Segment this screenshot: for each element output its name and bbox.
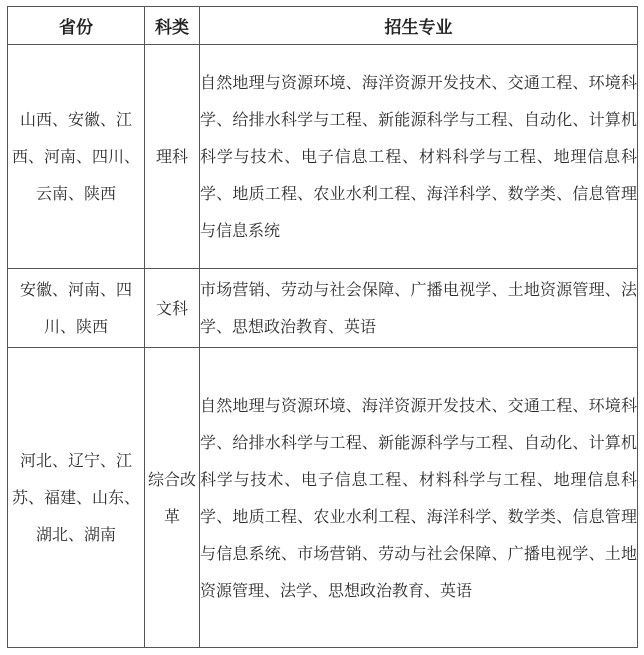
provinces-text: 河北、辽宁、江苏、福建、山东、湖北、湖南 <box>11 451 140 544</box>
category-text: 理科 <box>155 147 188 166</box>
majors-cell <box>200 45 638 269</box>
header-majors: 招生专业 <box>200 7 638 45</box>
category-text: 文科 <box>155 298 188 318</box>
table-row-science <box>8 45 638 269</box>
majors-text: 自然地理与资源环境、海洋资源开发技术、交通工程、环境科学、给排水科学与工程、新能源科学与工程、自动化、计算机科学与技术、电子信息工程、材料科学与工程、地理信息科学、地质工程、农业水利工程、海洋科学、数学类、信息管理与信息系统 <box>200 73 637 240</box>
majors-cell <box>200 269 638 348</box>
table-header-row <box>8 7 638 45</box>
majors-text: 自然地理与资源环境、海洋资源开发技术、交通工程、环境科学、给排水科学与工程、新能源科学与工程、自动化、计算机科学与技术、电子信息工程、材料科学与工程、地理信息科学、地质工程、农业水利工程、海洋科学、数学类、信息管理与信息系统、市场营销、劳动与社会保障、广播电视学、土地资源管理、法学、思想政治教育、英语 <box>200 395 637 600</box>
category-text: 综合改革 <box>147 469 196 526</box>
majors-text: 市场营销、劳动与社会保障、广播电视学、土地资源管理、法学、思想政治教育、英语 <box>200 280 637 336</box>
provinces-cell <box>8 348 145 648</box>
header-province: 省份 <box>8 7 145 45</box>
provinces-text: 山西、安徽、江西、河南、四川、云南、陕西 <box>11 110 140 203</box>
majors-cell <box>200 348 638 648</box>
provinces-cell <box>8 45 145 269</box>
header-category: 科类 <box>145 7 200 45</box>
table-row-comprehensive-reform <box>8 348 638 648</box>
category-cell <box>145 45 200 269</box>
enrollment-majors-table <box>7 6 638 648</box>
provinces-cell <box>8 269 145 348</box>
category-cell <box>145 348 200 648</box>
category-cell <box>145 269 200 348</box>
provinces-text: 安徽、河南、四川、陕西 <box>19 280 132 336</box>
table-row-liberal-arts <box>8 269 638 348</box>
